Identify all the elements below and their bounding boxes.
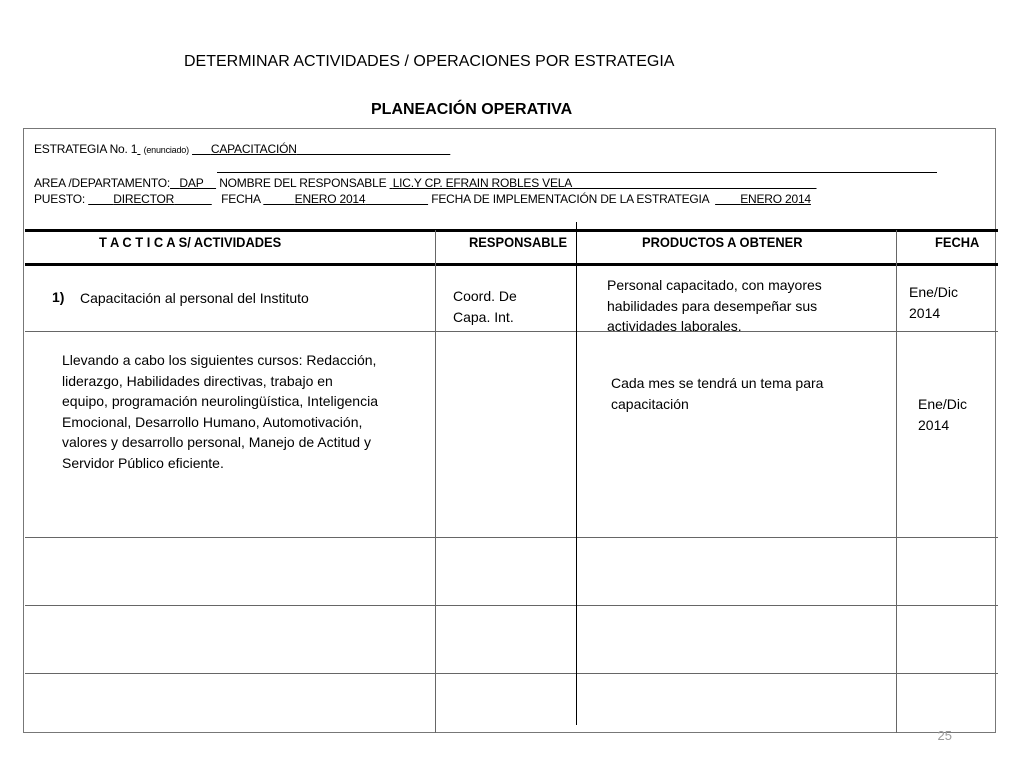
- row-divider: [25, 537, 998, 538]
- header-bottom-rule: [25, 263, 998, 266]
- row-divider: [25, 673, 998, 674]
- row-divider: [25, 605, 998, 606]
- fecha-label: FECHA: [221, 192, 261, 206]
- responsable-value: LIC.Y CP. EFRAIN ROBLES VELA: [392, 176, 573, 190]
- estrategia-line: [34, 142, 450, 156]
- column-header-fecha: FECHA: [935, 234, 980, 250]
- puesto-line: [34, 192, 811, 206]
- row-number: 1): [52, 289, 65, 305]
- table-top-rule: [25, 229, 998, 232]
- col-divider: [896, 230, 897, 733]
- estrategia-label: ESTRATEGIA No. 1: [34, 142, 138, 156]
- col-divider: [435, 230, 436, 733]
- fecha-value: ENERO 2014: [294, 192, 366, 206]
- date-cell: Ene/Dic 2014: [918, 396, 968, 433]
- activity-detail-cell: Llevando a cabo los siguientes cursos: Redacción, liderazgo, Habilidades directivas, trabajo en equipo, programación neurolingüística, Inteligencia Emocional, Desarrollo Humano, Automotivación, valores y desarrollo personal, Manejo de Actitud y Servidor Público eficiente.: [62, 352, 378, 471]
- estrategia-value: CAPACITACIÓN: [210, 142, 297, 156]
- page-subtitle: PLANEACIÓN OPERATIVA: [371, 101, 573, 118]
- responsable-label: NOMBRE DEL RESPONSABLE: [219, 176, 387, 190]
- implementacion-label: FECHA DE IMPLEMENTACIÓN DE LA ESTRATEGIA: [431, 192, 709, 206]
- col-divider: [576, 222, 577, 725]
- implementacion-value: ENERO 2014: [740, 192, 811, 206]
- puesto-value: DIRECTOR: [113, 192, 175, 206]
- product-cell: Personal capacitado, con mayores habilidades para desempeñar sus actividades laborales.: [607, 277, 822, 334]
- blank-underline: [217, 172, 937, 173]
- product-cell: Cada mes se tendrá un tema para capacitación: [611, 375, 824, 412]
- enunciado-label: (enunciado): [143, 145, 189, 155]
- column-header-tacticas: T A C T I C A S/ ACTIVIDADES: [99, 234, 282, 250]
- date-cell: Ene/Dic 2014: [909, 284, 959, 321]
- puesto-label: PUESTO:: [34, 192, 86, 206]
- column-header-responsable: RESPONSABLE: [469, 234, 568, 250]
- area-label: AREA /DEPARTAMENTO:: [34, 176, 171, 190]
- page-title: DETERMINAR ACTIVIDADES / OPERACIONES POR ESTRATEGIA: [184, 53, 675, 70]
- page-number: 25: [937, 728, 952, 743]
- column-header-productos: PRODUCTOS A OBTENER: [642, 234, 803, 250]
- area-value: DAP: [179, 176, 204, 190]
- area-line: [34, 176, 817, 190]
- responsible-cell: Coord. De Capa. Int.: [453, 288, 517, 325]
- activity-cell: Capacitación al personal del Instituto: [80, 290, 309, 306]
